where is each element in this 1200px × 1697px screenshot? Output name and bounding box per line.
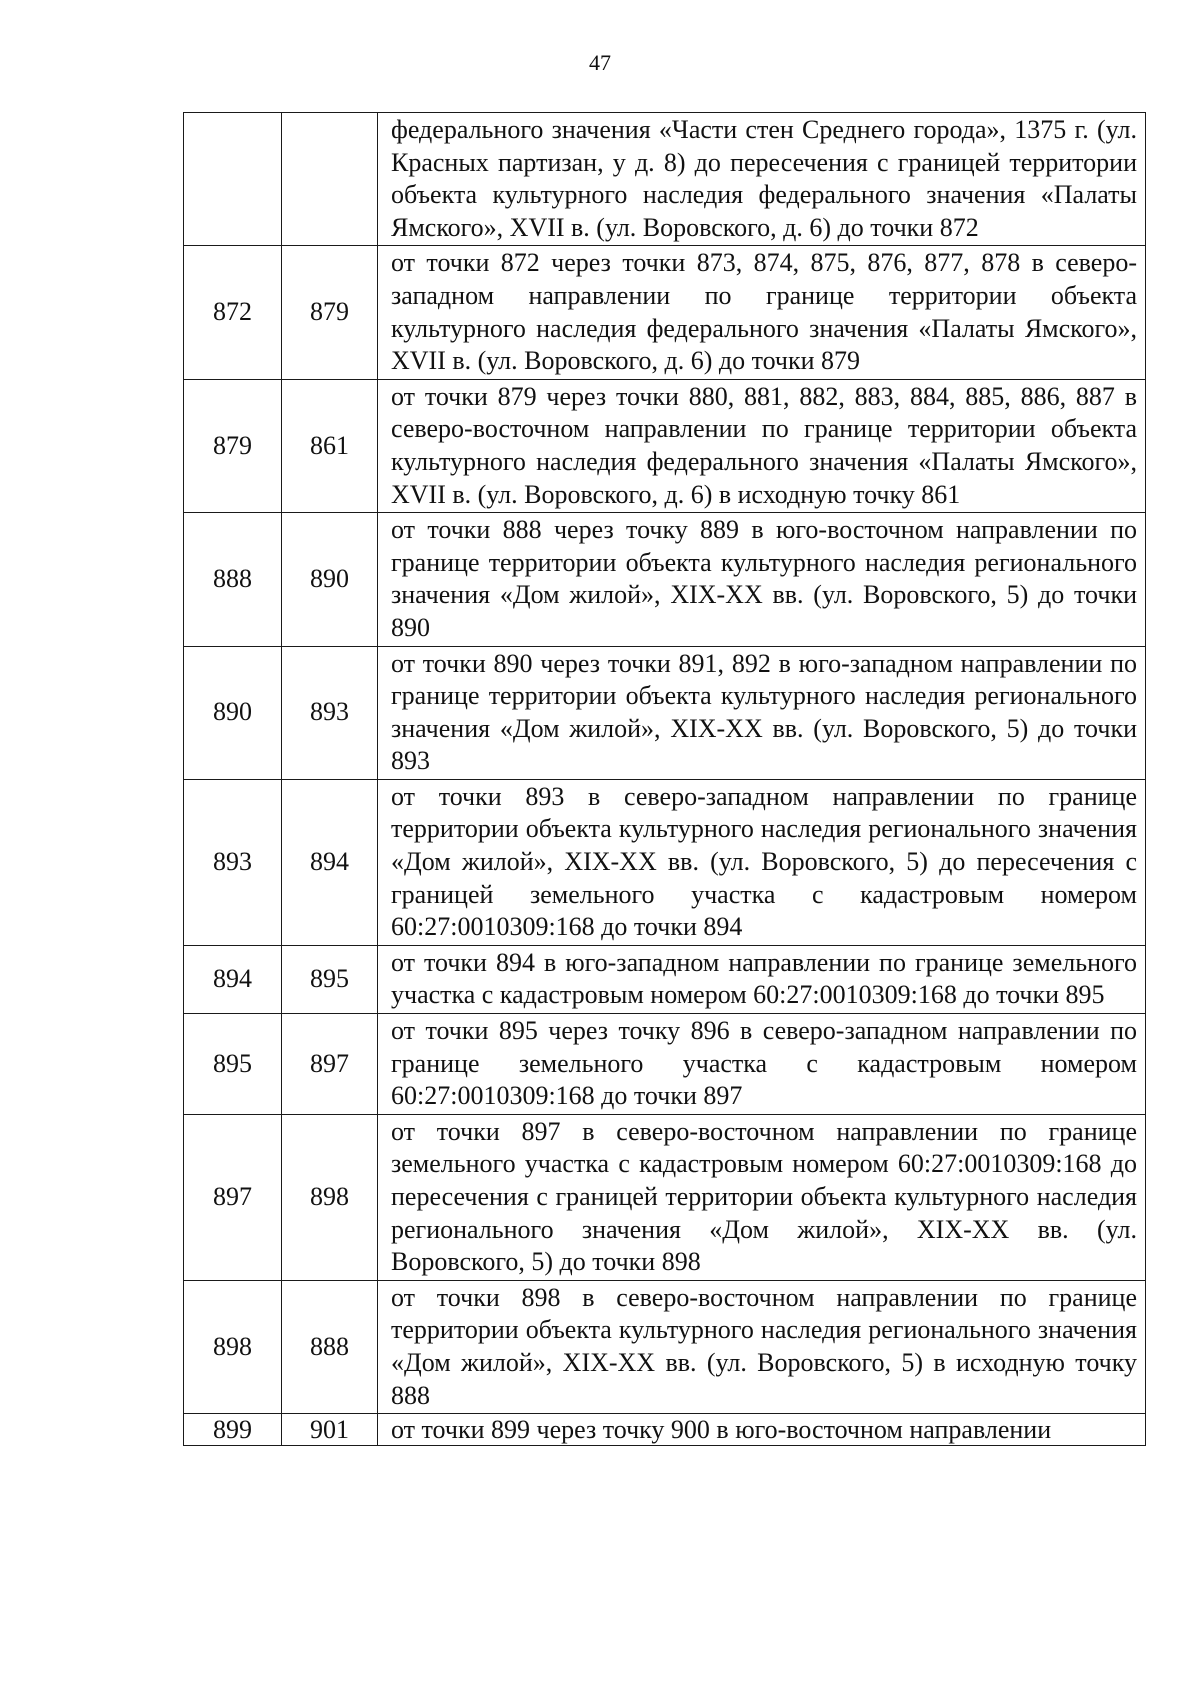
- to-point-cell: 898: [282, 1114, 378, 1280]
- from-point-cell: 899: [184, 1414, 282, 1446]
- boundary-description-cell: от точки 898 в северо-восточном направлении по границе территории объекта культурного наследия регионального значения «Дом жилой», XIX-XX вв. (ул. Воровского, 5) в исходную точку 888: [378, 1280, 1146, 1413]
- from-point-cell: 897: [184, 1114, 282, 1280]
- to-point-cell: [282, 113, 378, 246]
- table-row: [184, 945, 1146, 1013]
- to-point-cell: 894: [282, 779, 378, 945]
- to-point-cell: 895: [282, 945, 378, 1013]
- to-point-cell: 861: [282, 379, 378, 512]
- boundary-description-cell: от точки 890 через точки 891, 892 в юго-западном направлении по границе территории объекта культурного наследия регионального значения «Дом жилой», XIX-XX вв. (ул. Воровского, 5) до точки 893: [378, 646, 1146, 779]
- to-point-cell: 888: [282, 1280, 378, 1413]
- boundary-description-cell: от точки 894 в юго-западном направлении по границе земельного участка с кадастровым номером 60:27:0010309:168 до точки 895: [378, 945, 1146, 1013]
- from-point-cell: 890: [184, 646, 282, 779]
- table-row: [184, 1280, 1146, 1413]
- to-point-cell: 879: [282, 246, 378, 379]
- table-row: [184, 1014, 1146, 1115]
- boundary-description-cell: от точки 879 через точки 880, 881, 882, 883, 884, 885, 886, 887 в северо-восточном направлении по границе территории объекта культурного наследия федерального значения «Палаты Ямского», XVII в. (ул. Воровского, д. 6) в исходную точку 861: [378, 379, 1146, 512]
- table-row: [184, 646, 1146, 779]
- boundary-description-cell: от точки 899 через точку 900 в юго-восточном направлении: [378, 1414, 1146, 1446]
- table-row: [184, 1114, 1146, 1280]
- from-point-cell: 872: [184, 246, 282, 379]
- from-point-cell: [184, 113, 282, 246]
- table-row: [184, 513, 1146, 646]
- boundary-description-cell: федерального значения «Части стен Среднего города», 1375 г. (ул. Красных партизан, у д. 8) до пересечения с границей территории объекта культурного наследия федерального значения «Палаты Ямского», XVII в. (ул. Воровского, д. 6) до точки 872: [378, 113, 1146, 246]
- from-point-cell: 894: [184, 945, 282, 1013]
- boundary-description-cell: от точки 872 через точки 873, 874, 875, 876, 877, 878 в северо-западном направлении по границе территории объекта культурного наследия федерального значения «Палаты Ямского», XVII в. (ул. Воровского, д. 6) до точки 879: [378, 246, 1146, 379]
- table-row: [184, 113, 1146, 246]
- from-point-cell: 898: [184, 1280, 282, 1413]
- table-row: [184, 1414, 1146, 1446]
- boundary-description-cell: от точки 895 через точку 896 в северо-западном направлении по границе земельного участка с кадастровым номером 60:27:0010309:168 до точки 897: [378, 1014, 1146, 1115]
- to-point-cell: 897: [282, 1014, 378, 1115]
- boundary-description-cell: от точки 893 в северо-западном направлении по границе территории объекта культурного наследия регионального значения «Дом жилой», XIX-XX вв. (ул. Воровского, 5) до пересечения с границей земельного участка с кадастровым номером 60:27:0010309:168 до точки 894: [378, 779, 1146, 945]
- page-number: 47: [589, 50, 611, 75]
- to-point-cell: 893: [282, 646, 378, 779]
- boundary-description-cell: от точки 897 в северо-восточном направлении по границе земельного участка с кадастровым номером 60:27:0010309:168 до пересечения с границей территории объекта культурного наследия регионального значения «Дом жилой», XIX-XX вв. (ул. Воровского, 5) до точки 898: [378, 1114, 1146, 1280]
- table-row: [184, 779, 1146, 945]
- from-point-cell: 879: [184, 379, 282, 512]
- to-point-cell: 890: [282, 513, 378, 646]
- from-point-cell: 893: [184, 779, 282, 945]
- to-point-cell: 901: [282, 1414, 378, 1446]
- table-row: [184, 246, 1146, 379]
- boundary-description-cell: от точки 888 через точку 889 в юго-восточном направлении по границе территории объекта культурного наследия регионального значения «Дом жилой», XIX-XX вв. (ул. Воровского, 5) до точки 890: [378, 513, 1146, 646]
- table-row: [184, 379, 1146, 512]
- from-point-cell: 895: [184, 1014, 282, 1115]
- boundary-description-table: [183, 112, 1146, 1446]
- from-point-cell: 888: [184, 513, 282, 646]
